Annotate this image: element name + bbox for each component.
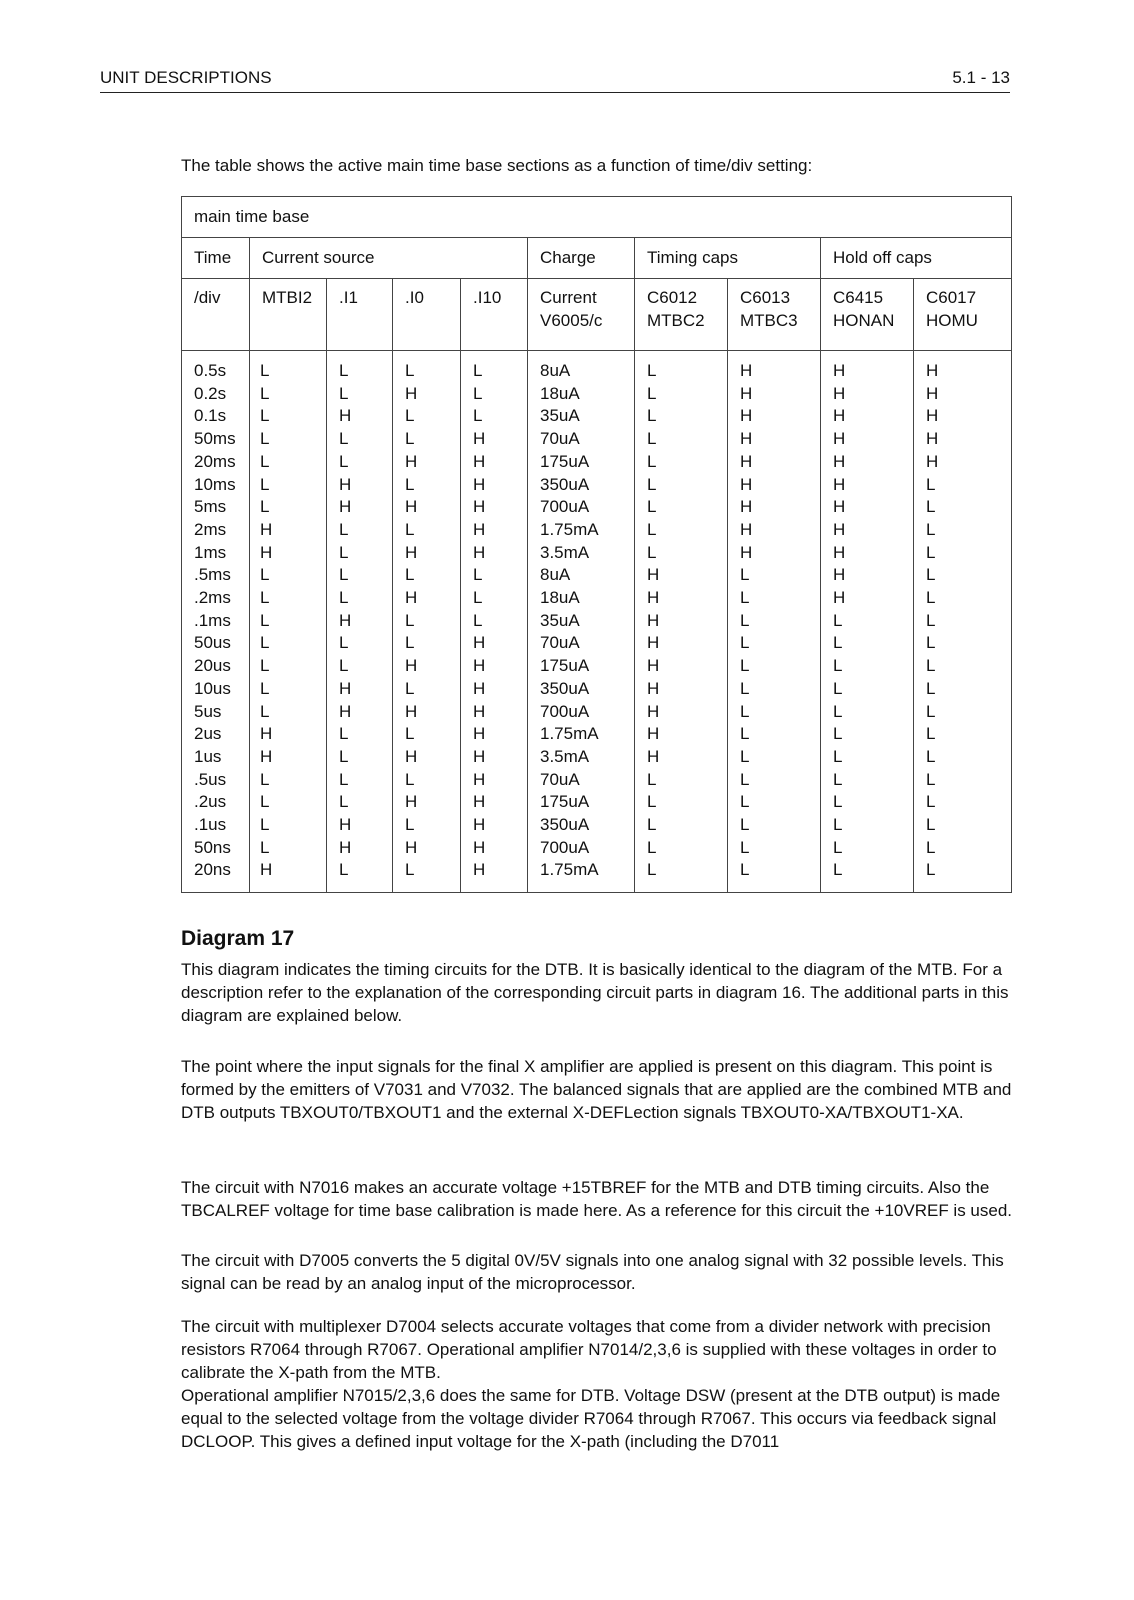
column-header: .I10	[461, 279, 528, 351]
table-cell: L	[260, 610, 270, 630]
table-cell: L	[926, 474, 936, 494]
table-cell: .2us	[194, 792, 227, 812]
table-cell: 700uA	[540, 837, 590, 857]
table-cell: H	[260, 519, 273, 539]
table-cell: .1us	[194, 815, 227, 835]
table-cell: L	[647, 542, 657, 562]
table-title: main time base	[182, 197, 1012, 238]
table-cell: L	[260, 792, 270, 812]
table-cell: L	[926, 519, 936, 539]
table-cell: .1ms	[194, 610, 231, 630]
table-cell: L	[647, 429, 657, 449]
table-column-cell	[821, 351, 914, 893]
table-cell: H	[473, 860, 486, 880]
table-cell: H	[473, 837, 486, 857]
table-cell: L	[473, 383, 483, 403]
table-cell: L	[740, 746, 750, 766]
table-cell: 50ms	[194, 429, 236, 449]
table-cell: 20us	[194, 656, 231, 676]
table-cell: L	[260, 769, 270, 789]
table-cell: L	[647, 383, 657, 403]
table-cell: L	[833, 815, 843, 835]
table-cell: H	[926, 361, 939, 380]
table-cell: L	[647, 792, 657, 812]
table-cell: L	[926, 610, 936, 630]
table-cell: L	[926, 837, 936, 857]
group-header-current-source: Current source	[250, 238, 528, 279]
table-cell: L	[926, 792, 936, 812]
page-number: 5.1 - 13	[952, 68, 1010, 87]
table-cell: H	[473, 474, 486, 494]
table-cell: H	[647, 565, 660, 585]
table-cell: H	[405, 451, 418, 471]
table-cell: H	[926, 451, 939, 471]
column-header: C6415 HONAN	[821, 279, 914, 351]
table-cell: L	[740, 656, 750, 676]
table-cell: .2ms	[194, 588, 231, 608]
table-cell: H	[473, 724, 486, 744]
table-cell: L	[740, 815, 750, 835]
table-cell: H	[405, 588, 418, 608]
table-cell: H	[926, 429, 939, 449]
table-cell: H	[339, 406, 352, 426]
intro-text: The table shows the active main time base sections as a function of time/div setting:	[181, 156, 813, 175]
table-cell: L	[647, 451, 657, 471]
table-cell: L	[926, 565, 936, 585]
column-header: C6013 MTBC3	[728, 279, 821, 351]
table-cell: 350uA	[540, 815, 590, 835]
group-header-charge: Charge	[528, 238, 635, 279]
table-cell: L	[339, 588, 349, 608]
table-cell: L	[260, 815, 270, 835]
table-cell: L	[740, 565, 750, 585]
table-cell: H	[405, 656, 418, 676]
table-cell: L	[833, 724, 843, 744]
table-cell: L	[405, 815, 415, 835]
table-cell: 3.5mA	[540, 542, 590, 562]
diagram-title: Diagram 17	[181, 927, 295, 950]
table-cell: H	[473, 656, 486, 676]
table-cell: H	[647, 610, 660, 630]
table-cell: 0.1s	[194, 406, 227, 426]
table-cell: L	[405, 769, 415, 789]
table-cell: L	[473, 610, 483, 630]
table-column-cell	[182, 351, 250, 893]
group-header-timing-caps: Timing caps	[635, 238, 821, 279]
table-cell: H	[473, 769, 486, 789]
table-cell: H	[473, 429, 486, 449]
table-cell: L	[740, 860, 750, 880]
table-cell: L	[260, 678, 270, 698]
table-cell: 5us	[194, 701, 222, 721]
table-cell: L	[260, 837, 270, 857]
table-cell: 175uA	[540, 656, 590, 676]
table-cell: L	[339, 656, 349, 676]
table-cell: H	[473, 792, 486, 812]
table-cell: L	[833, 746, 843, 766]
table-cell: 70uA	[540, 429, 580, 449]
table-column-cell	[914, 351, 1012, 893]
table-cell: L	[339, 633, 349, 653]
table-cell: 5ms	[194, 497, 227, 517]
table-cell: L	[260, 633, 270, 653]
table-cell: L	[833, 678, 843, 698]
table-cell: H	[833, 451, 846, 471]
table-cell: H	[740, 474, 753, 494]
table-cell: 50ns	[194, 837, 231, 857]
table-cell: L	[260, 701, 270, 721]
table-cell: H	[260, 542, 273, 562]
table-cell: L	[926, 746, 936, 766]
table-cell: H	[647, 588, 660, 608]
table-cell: L	[740, 837, 750, 857]
table-cell: H	[260, 860, 273, 880]
table-cell: H	[339, 701, 352, 721]
table-cell: H	[740, 361, 753, 380]
table-cell: 1.75mA	[540, 860, 599, 880]
paragraph: The point where the input signals for the final X amplifier are applied is present on this diagram. This point is formed by the emitters of V7031 and V7032. The balanced signals that are applied are the combined MTB and DTB outputs TBXOUT0/TBXOUT1 and the external X-DEFLection signals TBXOUT0-XA/TBXOUT1-XA.	[181, 1057, 1012, 1122]
table-cell: H	[740, 383, 753, 403]
table-cell: 3.5mA	[540, 746, 590, 766]
table-cell: L	[339, 746, 349, 766]
paragraph: The circuit with D7005 converts the 5 digital 0V/5V signals into one analog signal with 32 possible levels. This signal can be read by an analog input of the microprocessor.	[181, 1251, 1004, 1293]
table-cell: L	[647, 519, 657, 539]
table-cell: 8uA	[540, 361, 571, 380]
group-header-time: Time	[182, 238, 250, 279]
table-cell: L	[473, 361, 483, 380]
table-cell: L	[647, 497, 657, 517]
table-cell: L	[260, 451, 270, 471]
table-cell: H	[926, 383, 939, 403]
table-cell: H	[260, 724, 273, 744]
table-cell: L	[339, 542, 349, 562]
table-cell: L	[740, 633, 750, 653]
table-cell: H	[473, 815, 486, 835]
table-cell: L	[339, 519, 349, 539]
table-cell: H	[740, 451, 753, 471]
table-cell: 18uA	[540, 383, 580, 403]
table-cell: 20ns	[194, 860, 231, 880]
table-column-cell	[728, 351, 821, 893]
column-header: .I1	[327, 279, 393, 351]
section-title: UNIT DESCRIPTIONS	[100, 68, 272, 87]
table-cell: L	[833, 633, 843, 653]
table-cell: H	[473, 746, 486, 766]
table-cell: L	[339, 429, 349, 449]
table-cell: H	[339, 497, 352, 517]
table-cell: L	[260, 656, 270, 676]
table-cell: 70uA	[540, 769, 580, 789]
table-cell: L	[833, 701, 843, 721]
table-cell: L	[926, 497, 936, 517]
table-cell: L	[926, 633, 936, 653]
table-cell: L	[926, 701, 936, 721]
table-cell: H	[647, 701, 660, 721]
paragraph: This diagram indicates the timing circuits for the DTB. It is basically identical to the diagram of the MTB. For a description refer to the explanation of the corresponding circuit parts in diagram 16. The additional parts in this diagram are explained below.	[181, 960, 1009, 1025]
table-cell: H	[473, 633, 486, 653]
table-cell: 0.5s	[194, 361, 227, 380]
table-cell: L	[926, 588, 936, 608]
table-cell: H	[833, 361, 846, 380]
table-cell: H	[405, 542, 418, 562]
table-cell: L	[926, 815, 936, 835]
column-header: .I0	[393, 279, 461, 351]
table-cell: H	[339, 678, 352, 698]
table-cell: H	[339, 610, 352, 630]
table-cell: 8uA	[540, 565, 571, 585]
table-cell: L	[260, 361, 270, 380]
table-cell: 10ms	[194, 474, 236, 494]
table-cell: 1ms	[194, 542, 227, 562]
table-cell: L	[647, 769, 657, 789]
table-cell: 35uA	[540, 406, 580, 426]
table-cell: H	[473, 701, 486, 721]
column-header: MTBI2	[250, 279, 327, 351]
table-cell: 0.2s	[194, 383, 227, 403]
table-cell: L	[926, 769, 936, 789]
table-cell: L	[260, 429, 270, 449]
table-cell: H	[647, 633, 660, 653]
table-column-cell	[528, 351, 635, 893]
table-cell: 10us	[194, 678, 231, 698]
table-cell: L	[833, 837, 843, 857]
table-cell: L	[740, 769, 750, 789]
table-cell: H	[833, 383, 846, 403]
table-cell: L	[339, 451, 349, 471]
table-cell: L	[926, 678, 936, 698]
page-header	[100, 68, 1010, 93]
table-cell: L	[339, 792, 349, 812]
table-cell: L	[740, 588, 750, 608]
table-cell: L	[260, 497, 270, 517]
table-cell: .5us	[194, 769, 227, 789]
table-cell: L	[339, 769, 349, 789]
table-cell: H	[339, 815, 352, 835]
table-cell: 20ms	[194, 451, 236, 471]
table-cell: H	[833, 497, 846, 517]
table-cell: L	[405, 519, 415, 539]
table-cell: H	[926, 406, 939, 426]
table-cell: 350uA	[540, 678, 590, 698]
table-cell: H	[833, 429, 846, 449]
table-cell: H	[833, 542, 846, 562]
column-header: /div	[182, 279, 250, 351]
table-cell: L	[833, 610, 843, 630]
table-cell: H	[833, 588, 846, 608]
table-cell: L	[260, 565, 270, 585]
table-cell: L	[833, 769, 843, 789]
table-cell: 35uA	[540, 610, 580, 630]
table-cell: L	[405, 565, 415, 585]
table-cell: H	[740, 542, 753, 562]
table-cell: L	[405, 429, 415, 449]
table-cell: L	[473, 588, 483, 608]
table-cell: L	[405, 724, 415, 744]
table-cell: H	[405, 383, 418, 403]
table-column-cell	[393, 351, 461, 893]
table-cell: 1.75mA	[540, 724, 599, 744]
table-cell: L	[405, 610, 415, 630]
table-cell: 1us	[194, 746, 222, 766]
table-cell: 700uA	[540, 701, 590, 721]
table-cell: L	[647, 837, 657, 857]
table-cell: L	[339, 860, 349, 880]
table-cell: H	[473, 451, 486, 471]
table-cell: L	[339, 724, 349, 744]
table-cell: H	[339, 837, 352, 857]
table-column-cell	[327, 351, 393, 893]
table-cell: H	[405, 701, 418, 721]
table-cell: H	[647, 724, 660, 744]
column-header: Current V6005/c	[528, 279, 635, 351]
table-column-cell	[461, 351, 528, 893]
table-cell: L	[647, 406, 657, 426]
table-cell: L	[647, 860, 657, 880]
table-cell: L	[647, 474, 657, 494]
table-cell: H	[473, 519, 486, 539]
table-cell: 70uA	[540, 633, 580, 653]
table-cell: L	[926, 724, 936, 744]
table-cell: L	[339, 565, 349, 585]
table-cell: L	[473, 406, 483, 426]
group-header-hold-off-caps: Hold off caps	[821, 238, 1012, 279]
table-cell: L	[647, 361, 657, 380]
table-cell: .5ms	[194, 565, 231, 585]
table-cell: H	[740, 406, 753, 426]
table-cell: H	[833, 474, 846, 494]
table-cell: 175uA	[540, 451, 590, 471]
table-cell: H	[473, 542, 486, 562]
column-header: C6017 HOMU	[914, 279, 1012, 351]
table-cell: 2ms	[194, 519, 227, 539]
table-cell: H	[473, 678, 486, 698]
table-cell: 1.75mA	[540, 519, 599, 539]
table-cell: H	[833, 406, 846, 426]
table-cell: H	[473, 497, 486, 517]
table-column-cell	[250, 351, 327, 893]
table-cell: 2us	[194, 724, 222, 744]
table-cell: L	[833, 860, 843, 880]
table-cell: H	[833, 519, 846, 539]
table-cell: L	[926, 656, 936, 676]
table-cell: H	[740, 519, 753, 539]
table-cell: L	[740, 724, 750, 744]
table-cell: L	[339, 361, 349, 380]
table-cell: L	[926, 860, 936, 880]
table-cell: L	[405, 406, 415, 426]
table-cell: L	[405, 474, 415, 494]
table-cell: L	[833, 792, 843, 812]
table-cell: L	[833, 656, 843, 676]
table-cell: L	[405, 860, 415, 880]
table-cell: H	[405, 837, 418, 857]
table-column-cell	[635, 351, 728, 893]
table-cell: L	[647, 815, 657, 835]
table-cell: H	[647, 746, 660, 766]
table-cell: H	[339, 474, 352, 494]
table-cell: L	[260, 406, 270, 426]
column-header: C6012 MTBC2	[635, 279, 728, 351]
main-time-base-table	[181, 196, 1012, 893]
table-cell: 18uA	[540, 588, 580, 608]
table-cell: L	[405, 361, 415, 380]
paragraph: The circuit with multiplexer D7004 selects accurate voltages that come from a divider network with precision resistors R7064 through R7067. Operational amplifier N7014/2,3,6 is supplied with these voltages in order to calibrate the X-path from the MTB. Operational amplifier N7015/2,3,6 does the same for DTB. Voltage DSW (present at the DTB output) is made equal to the selected voltage from the voltage divider R7064 through R7067. This occurs via feedback signal DCLOOP. This gives a defined input voltage for the X-path (including the D7011	[181, 1317, 1001, 1451]
table-cell: L	[473, 565, 483, 585]
table-cell: H	[647, 656, 660, 676]
table-cell: H	[260, 746, 273, 766]
table-cell: L	[740, 701, 750, 721]
table-cell: L	[740, 678, 750, 698]
table-cell: 350uA	[540, 474, 590, 494]
paragraph: The circuit with N7016 makes an accurate voltage +15TBREF for the MTB and DTB timing circuits. Also the TBCALREF voltage for time base calibration is made here. As a reference for this circuit the +10VREF is used.	[181, 1178, 1013, 1220]
table-cell: L	[405, 678, 415, 698]
table-cell: L	[405, 633, 415, 653]
table-cell: L	[260, 474, 270, 494]
table-cell: L	[740, 792, 750, 812]
table-cell: H	[833, 565, 846, 585]
table-cell: L	[339, 383, 349, 403]
table-cell: H	[740, 429, 753, 449]
table-cell: L	[260, 588, 270, 608]
table-cell: L	[926, 542, 936, 562]
table-cell: H	[405, 497, 418, 517]
table-cell: 175uA	[540, 792, 590, 812]
table-cell: H	[405, 746, 418, 766]
table-cell: L	[260, 383, 270, 403]
table-cell: L	[740, 610, 750, 630]
table-cell: H	[740, 497, 753, 517]
table-cell: 50us	[194, 633, 231, 653]
table-cell: H	[647, 678, 660, 698]
table-cell: 700uA	[540, 497, 590, 517]
table-cell: H	[405, 792, 418, 812]
